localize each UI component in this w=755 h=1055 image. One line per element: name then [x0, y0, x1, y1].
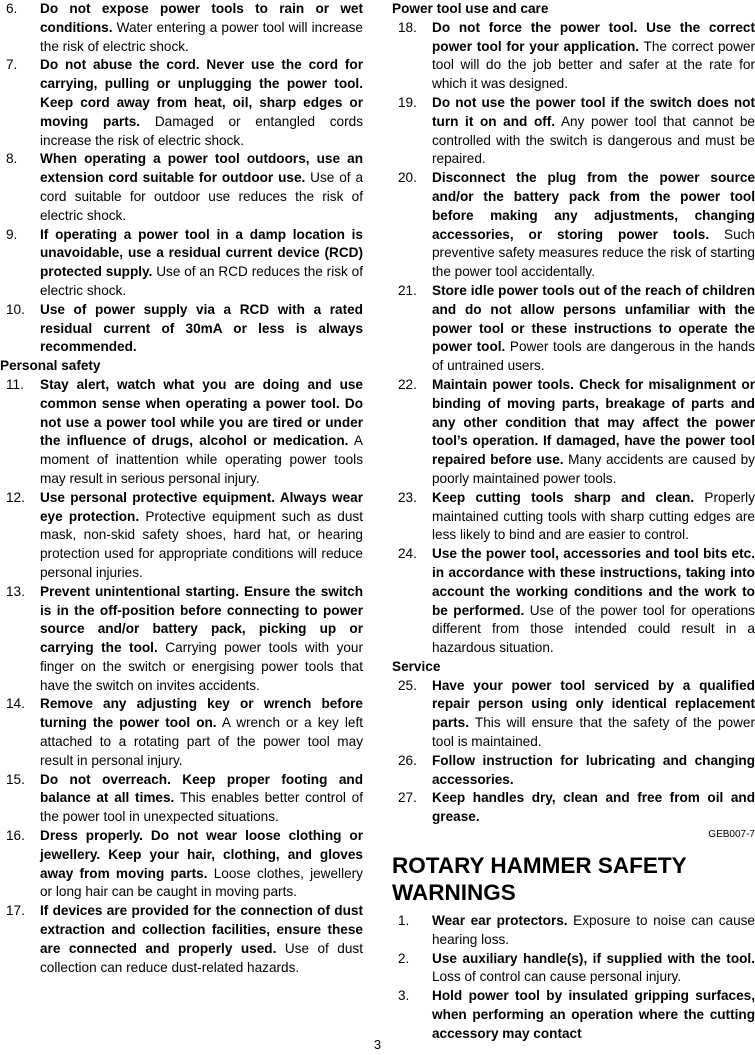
page-number: 3 — [373, 1037, 382, 1052]
section-heading-rotary-hammer: ROTARY HAMMER SAFETY WARNINGS — [392, 853, 687, 906]
list-item: 22. Maintain power tools. Check for misalignment or binding of moving parts, breakage of parts and any other condition that may affect the power tool’s operation. If damaged, have the power tool repaired before use. Many accidents are caused by poorly maintained power tools. — [398, 376, 755, 486]
list-group-service — [392, 677, 755, 827]
list-item: 24. Use the power tool, accessories and tool bits etc. in accordance with these instructions, taking into account the working conditions and the work to be performed. Use of the power tool for operations different from those intended could result in a hazardous situation. — [398, 546, 755, 656]
list-item: 6. Do not expose power tools to rain or wet conditions. Water entering a power tool will increase the risk of electric shock. — [6, 1, 363, 54]
list-item: 19. Do not use the power tool if the switch does not turn it on and off. Any power tool that cannot be controlled with the switch is dangerous and must be repaired. — [398, 94, 755, 167]
list-group-rotary-hammer — [392, 912, 755, 1044]
document-code: GEB007-7 — [708, 829, 755, 841]
list-item: 21. Store idle power tools out of the reach of children and do not allow persons unfamiliar with the power tool or these instructions to operate the power tool. Power tools are dangerous in the hands of untrained users. — [398, 282, 755, 374]
list-item: 7. Do not abuse the cord. Never use the cord for carrying, pulling or unplugging the power tool. Keep cord away from heat, oil, sharp edges or moving parts. Damaged or entangled cords increase the risk of electric shock. — [6, 57, 363, 148]
right-column — [392, 0, 755, 1044]
list-item: 2. Use auxiliary handle(s), if supplied with the tool. Loss of control can cause personal injury. — [398, 950, 755, 985]
list-item: 23. Keep cutting tools sharp and clean. Properly maintained cutting tools with sharp cutting edges are less likely to bind and are easier to control. — [398, 489, 755, 543]
list-group-electrical — [0, 0, 363, 357]
list-item: 9. If operating a power tool in a damp location is unavoidable, use a residual current device (RCD) protected supply. Use of an RCD reduces the risk of electric shock. — [6, 226, 363, 298]
list-item: 20. Disconnect the plug from the power source and/or the battery pack from the power tool before making any adjustments, changing accessories, or storing power tools. Such preventive safety measures reduce the risk of starting the power tool accidentally. — [398, 170, 755, 280]
list-item: 12. Use personal protective equipment. Always wear eye protection. Protective equipment such as dust mask, non-skid safety shoes, hard hat, or hearing protection used for appropriate conditions will reduce personal injuries. — [6, 489, 363, 580]
list-item: 16. Dress properly. Do not wear loose clothing or jewellery. Keep your hair, clothing, and gloves away from moving parts. Loose clothes, jewellery or long hair can be caught in moving parts. — [6, 828, 363, 900]
section-title-personal-safety: Personal safety — [0, 358, 101, 374]
list-item: 10. Use of power supply via a RCD with a rated residual current of 30mA or less is always recommended. — [6, 301, 363, 355]
list-item: 14. Remove any adjusting key or wrench before turning the power tool on. A wrench or a key left attached to a rotating part of the power tool may result in personal injury. — [6, 696, 364, 768]
list-item: 13. Prevent unintentional starting. Ensure the switch is in the off-position before connecting to power source and/or battery pack, picking up or carrying the tool. Carrying power tools with your finger on the switch or energising power tools that have the switch on invites accidents. — [6, 583, 364, 693]
list-item: 8. When operating a power tool outdoors, use an extension cord suitable for outdoor use. Use of a cord suitable for outdoor use reduces the risk of electric shock. — [6, 151, 364, 223]
list-item: 3. Hold power tool by insulated gripping surfaces, when performing an operation where the cutting accessory may contact — [398, 988, 755, 1041]
list-item: 11. Stay alert, watch what you are doing and use common sense when operating a power tool. Do not use a power tool while you are tired or under the influence of drugs, alcohol or medication. A moment of inattention while operating power tools may result in serious personal injury. — [6, 376, 364, 486]
section-title-service: Service — [392, 658, 441, 674]
list-item: 26. Follow instruction for lubricating and changing accessories. — [398, 752, 755, 787]
list-item: 25. Have your power tool serviced by a qualified repair person using only identical replacement parts. This will ensure that the safety of the power tool is maintained. — [398, 677, 755, 750]
list-item: 27. Keep handles dry, clean and free from oil and grease. — [398, 790, 755, 825]
list-group-power-tool-use — [392, 19, 755, 658]
list-group-personal-safety — [0, 376, 363, 978]
list-item: 15. Do not overreach. Keep proper footing and balance at all times. This enables better control of the power tool in unexpected situations. — [6, 771, 363, 825]
left-column — [0, 0, 363, 977]
list-item: 1. Wear ear protectors. Exposure to noise can cause hearing loss. — [398, 913, 755, 947]
list-item: 17. If devices are provided for the connection of dust extraction and collection facilities, ensure these are connected and properly used. Use of dust collection can reduce dust-related hazards. — [6, 903, 363, 975]
section-title-power-tool-use: Power tool use and care — [392, 1, 549, 16]
list-item: 18. Do not force the power tool. Use the correct power tool for your application. The correct power tool will do the job better and safer at the rate for which it was designed. — [398, 19, 755, 92]
